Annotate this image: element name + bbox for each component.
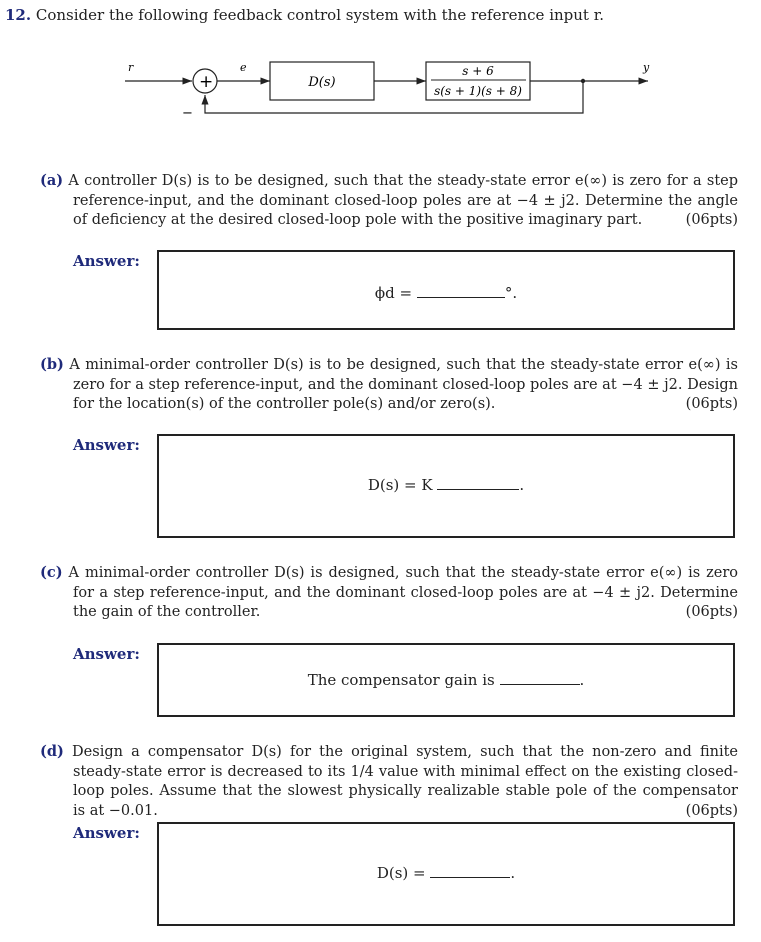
part-d-answer-label: Answer:	[73, 824, 140, 842]
part-d-answer-prefix: D(s) =	[376, 864, 426, 882]
part-d-text: Design a compensator D(s) for the original system, such that the non-zero and finite steady-state error is decreased to its 1/4 value with minimal effect on the existing closed-loop poles. Assume that the slowest physically realizable stable pole of the compensator is at −0.01.	[72, 744, 739, 819]
part-c-text: A minimal-order controller D(s) is designed, such that the steady-state error e(∞) is zero for a step reference-input, and the dominant closed-loop poles are at −4 ± j2. Determine the gain of the controller.	[68, 565, 739, 620]
controller-label: D(s)	[308, 75, 336, 90]
part-a-answer-blank[interactable]	[417, 297, 505, 298]
part-b-label: (b)	[40, 356, 64, 373]
sum-minus-sign: −	[182, 106, 193, 121]
part-b	[40, 355, 738, 415]
question-text: Consider the following feedback control system with the reference input r.	[35, 6, 605, 24]
part-d-answer-blank[interactable]	[430, 877, 510, 878]
part-a-answer-box[interactable]	[157, 250, 735, 330]
part-b-answer-suffix: .	[519, 476, 525, 494]
sum-plus-sign: +	[199, 72, 214, 92]
part-a-points: (06pts)	[685, 212, 738, 228]
part-c-label: (c)	[40, 564, 63, 581]
part-b-answer-line	[159, 476, 733, 494]
part-a-text: A controller D(s) is to be designed, such that the steady-state error e(∞) is zero for a step reference-input, and the dominant closed-loop poles are at −4 ± j2. Determine the angle of deficiency at the desired closed-loop pole with the positive imaginary part.	[68, 173, 739, 228]
plant-denominator: s(s + 1)(s + 8)	[434, 84, 522, 98]
question-header	[5, 6, 604, 24]
part-b-answer-box[interactable]	[157, 434, 735, 538]
part-d-answer-line	[159, 864, 733, 882]
part-c	[40, 563, 738, 623]
part-c-points: (06pts)	[685, 604, 738, 620]
output-label: y	[643, 61, 650, 74]
part-b-answer-blank[interactable]	[437, 489, 519, 490]
part-c-answer-suffix: .	[579, 671, 585, 689]
part-d-points: (06pts)	[685, 802, 738, 819]
part-c-answer-prefix: The compensator gain is	[307, 671, 495, 689]
input-label: r	[128, 61, 134, 74]
part-b-answer-label: Answer:	[73, 436, 140, 454]
error-label: e	[240, 61, 247, 74]
part-a	[40, 171, 738, 231]
part-d-answer-box[interactable]	[157, 822, 735, 926]
part-b-answer-prefix: D(s) = K	[367, 476, 433, 494]
part-c-answer-blank[interactable]	[500, 684, 580, 685]
part-b-points: (06pts)	[685, 396, 738, 412]
part-d-label: (d)	[40, 743, 64, 760]
plant-numerator: s + 6	[462, 64, 494, 78]
part-a-answer-line	[159, 284, 733, 302]
part-a-answer-label: Answer:	[73, 252, 140, 270]
part-c-answer-box[interactable]	[157, 643, 735, 717]
part-c-answer-line	[159, 671, 733, 689]
part-d	[40, 742, 738, 821]
part-a-label: (a)	[40, 172, 64, 189]
part-a-answer-prefix: ϕd =	[374, 284, 413, 302]
block-diagram	[0, 55, 761, 130]
part-a-answer-suffix: °.	[504, 284, 518, 302]
part-d-answer-suffix: .	[510, 864, 516, 882]
question-number: 12.	[5, 6, 32, 24]
part-c-answer-label: Answer:	[73, 645, 140, 663]
part-b-text: A minimal-order controller D(s) is to be designed, such that the steady-state error e(∞) is zero for a step reference-input, and the dominant closed-loop poles are at −4 ± j2. Design for the location(s) of the controller pole(s) and/or zero(s).	[69, 357, 738, 412]
